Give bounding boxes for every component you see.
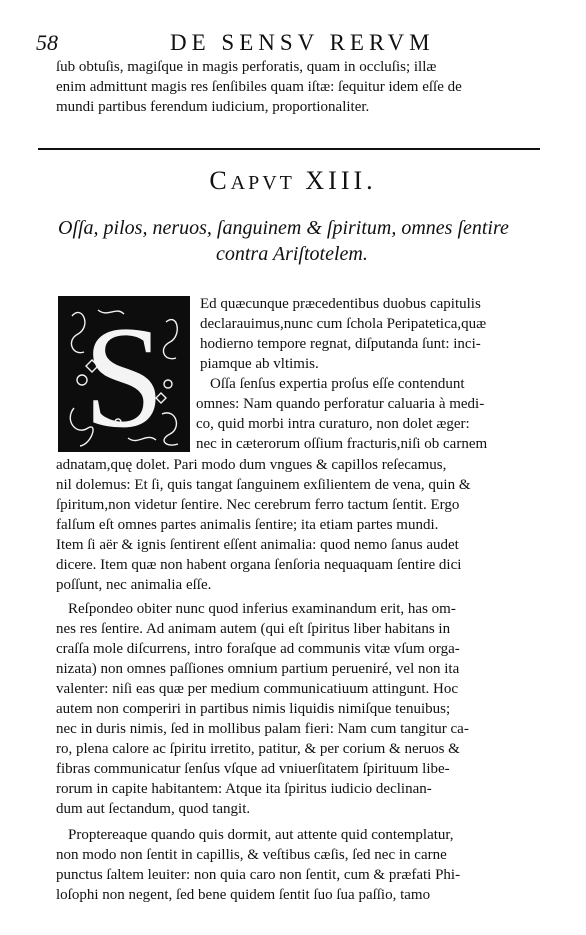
section-rule (38, 148, 540, 150)
initial-letter: S (83, 296, 165, 452)
text-line: hodierno tempore regnat, diſputanda ſunt: inci- (200, 336, 481, 352)
text-line: Reſpondeo obiter nunc quod inferius examinandum erit, has om- (68, 601, 456, 617)
text-line: enim admittunt magis res ſenſibiles quam iſtæ: ſequitur idem eſſe de (56, 79, 462, 95)
running-title: DE SENSV RERVM (170, 30, 435, 55)
running-head (36, 30, 556, 58)
text-line: ſpiritum,non videtur ſentire. Nec cerebrum ferro tactum ſentit. Ergo (56, 497, 460, 513)
text-line: punctus ſaltem leuiter: non quia caro non ſentit, cum & præfati Phi- (56, 867, 461, 883)
chapter-label-rest: APVT (230, 172, 295, 194)
text-line: autem non comperiri in partibus nimis liquidis nimiſque tenuibus; (56, 701, 451, 717)
decorated-initial-graphic (58, 296, 190, 452)
text-line: co, quid morbi intra curaturo, non dolet æger: (196, 416, 470, 432)
text-line: nes res ſentire. Ad animam autem (qui eſt ſpiritus liber habitans in (56, 621, 451, 637)
text-line: rorum in capite habitantem: Atque ita ſpiritus iudicio declinan- (56, 781, 432, 797)
text-line: non modo non ſentit in capillis, & veſtibus cæſis, ſed nec in carne (56, 847, 447, 863)
text-line: nec in duris nimis, ſed in mollibus palam fieri: Nam cum tangitur ca- (56, 721, 469, 737)
text-line: nizata) non omnes paſſiones omnium partium perueniré, vel non ita (56, 661, 460, 677)
text-line: dicere. Item quæ non habent organa ſenſoria nequaquam ſentire dici (56, 557, 462, 573)
text-line: fibras communicatur ſenſus vſque ad vniuerſitatem ſpirituum libe- (56, 761, 450, 777)
text-line: poſſunt, nec animalia eſſe. (56, 577, 212, 593)
page-number: 58 (36, 30, 58, 55)
chapter-title-line-2: contra Ariſtotelem. (216, 243, 368, 265)
text-line: nec in cæterorum oſſium fracturis,niſi ob carnem (196, 436, 488, 452)
text-line: mundi partibus ferendum iudicium, proportionaliter. (56, 99, 370, 115)
ornamental-initial-icon (58, 296, 190, 452)
text-line: loſophi non negent, ſed bene quidem ſentit ſuo ſua paſſio, tamo (56, 887, 431, 903)
text-line: Oſſa ſenſus expertia proſus eſſe contendunt (210, 376, 465, 392)
text-line: ro, plena calore ac ſpiritu irretito, patitur, & per corium & neruos & (56, 741, 460, 757)
text-line: adnatam,quę dolet. Pari modo dum vngues & capillos reſecamus, (56, 457, 447, 473)
chapter-heading (0, 166, 586, 196)
text-line: declarauimus,nunc cum ſchola Peripatetica,quæ (200, 316, 487, 332)
chapter-title-line-1: Oſſa, pilos, neruos, ſanguinem & ſpiritum, omnes ſentire (58, 217, 509, 239)
text-line: piamque ab vltimis. (200, 356, 319, 372)
text-line: Proptereaque quando quis dormit, aut attente quid contemplatur, (68, 827, 454, 843)
text-line: omnes: Nam quando perforatur caluaria à medi- (196, 396, 485, 412)
text-line: valenter: niſi eas quæ per medium communicatiuum attingunt. Hoc (56, 681, 458, 697)
text-line: dum aut ſectandum, quod tangit. (56, 801, 251, 817)
text-line: Item ſi aër & ignis ſentirent eſſent animalia: quod nemo ſanus audet (56, 537, 459, 553)
text-line: craſſa mole diſcurrens, intro foraſque ad communis vitæ vſum orga- (56, 641, 460, 657)
text-line: Ed quæcunque præcedentibus duobus capitulis (200, 296, 481, 312)
chapter-number: XIII. (305, 166, 377, 195)
chapter-label-initial: C (209, 166, 231, 195)
text-line: nil dolemus: Et ſi, quis tangat ſanguinem exſilientem de vena, quin & (56, 477, 471, 493)
text-line: ſub obtuſis, magiſque in magis perforatis, quam in occluſis; illæ (56, 59, 437, 75)
text-line: falſum eſt omnes partes animalis ſentire; ita etiam partes mundi. (56, 517, 439, 533)
